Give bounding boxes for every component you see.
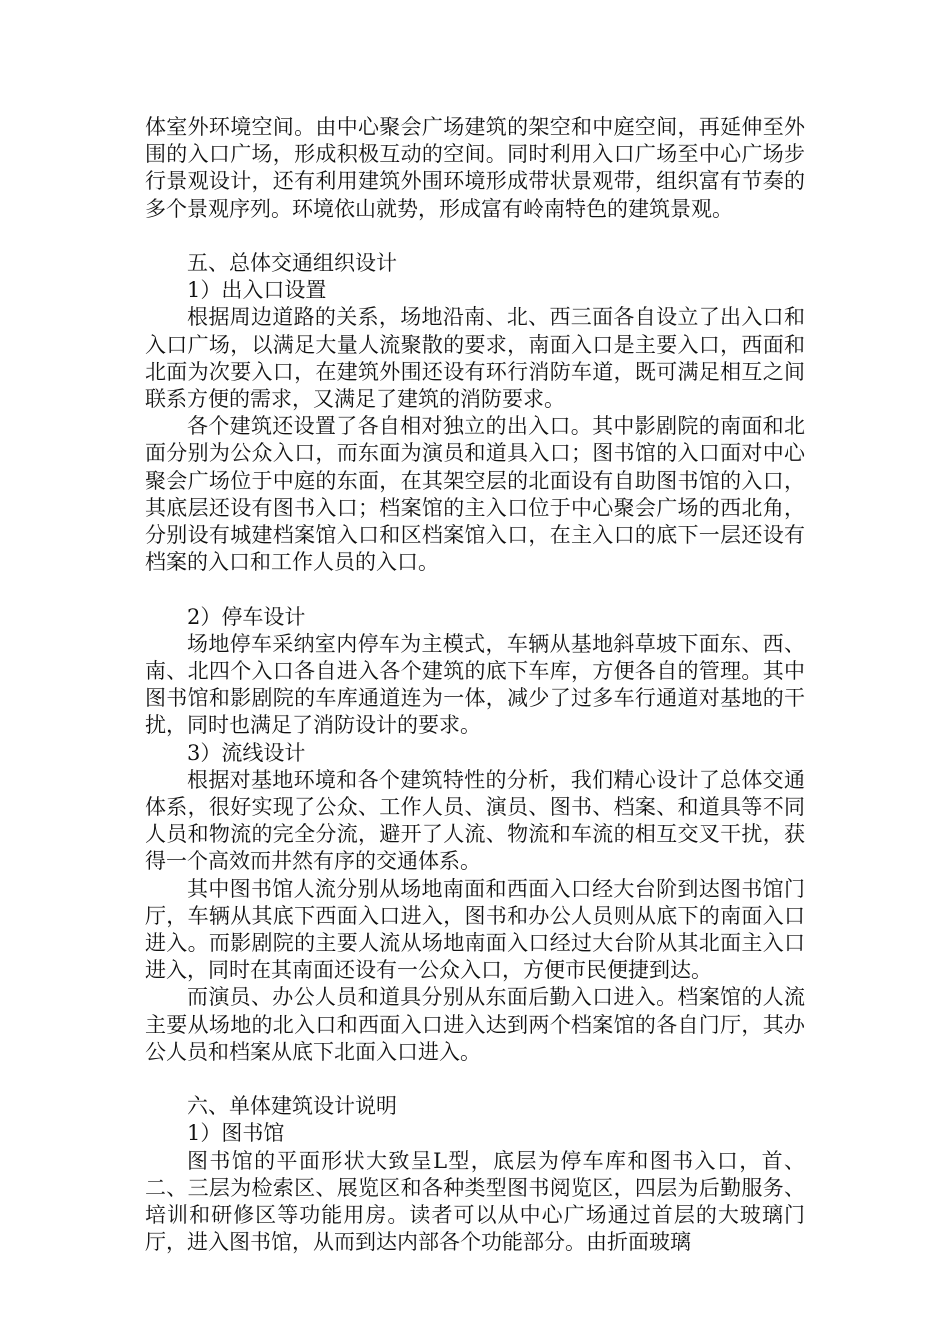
document-page	[145, 114, 805, 1256]
intro-paragraph: 体室外环境空间。由中心聚会广场建筑的架空和中庭空间，再延伸至外围的入口广场，形成积极互动的空间。同时利用入口广场至中心广场步行景观设计，还有利用建筑外围环境形成带状景观带，组织富有节奏的多个景观序列。环境依山就势，形成富有岭南特色的建筑景观。	[145, 115, 805, 221]
flow-paragraph-2: 其中图书馆人流分别从场地南面和西面入口经大台阶到达图书馆门厅，车辆从其底下西面入口进入，图书和办公人员则从底下的南面入口进入。而影剧院的主要人流从场地南面入口经过大台阶从其北面主入口进入，同时在其南面还设有一公众入口，方便市民便捷到达。	[145, 876, 805, 983]
blank-line	[145, 1066, 805, 1093]
entrance-paragraph-1: 根据周边道路的关系，场地沿南、北、西三面各自设立了出入口和入口广场，以满足大量人流聚散的要求，南面入口是主要入口，西面和北面为次要入口，在建筑外围还设有环行消防车道，既可满足相互之间联系方便的需求，又满足了建筑的消防要求。	[145, 305, 805, 412]
entrance-paragraph-2: 各个建筑还设置了各自相对独立的出入口。其中影剧院的南面和北面分别为公众入口，而东面为演员和道具入口；图书馆的入口面对中心聚会广场位于中庭的东面，在其架空层的北面设有自助图书馆的入口，其底层还设有图书入口；档案馆的主入口位于中心聚会广场的西北角，分别设有城建档案馆入口和区档案馆入口，在主入口的底下一层还设有档案的入口和工作人员的入口。	[145, 414, 805, 575]
flow-paragraph-3: 而演员、办公人员和道具分别从东面后勤入口进入。档案馆的人流主要从场地的北入口和西面入口进入达到两个档案馆的各自门厅，其办公人员和档案从底下北面入口进入。	[145, 985, 805, 1064]
library-subheading: 1）图书馆	[187, 1121, 285, 1146]
entrance-subheading: 1）出入口设置	[187, 278, 327, 303]
section-6-heading: 六、单体建筑设计说明	[187, 1094, 397, 1119]
blank-line	[145, 576, 805, 603]
library-paragraph: 图书馆的平面形状大致呈L型，底层为停车库和图书入口，首、二、三层为检索区、展览区和各种类型图书阅览区，四层为后勤服务、培训和研修区等功能用房。读者可以从中心广场通过首层的大玻璃门厅，进入图书馆，从而到达内部各个功能部分。由折面玻璃	[145, 1148, 805, 1255]
parking-subheading: 2）停车设计	[187, 604, 306, 629]
parking-paragraph: 场地停车采纳室内停车为主模式，车辆从基地斜草坡下面东、西、南、北四个入口各自进入各个建筑的底下车库，方便各自的管理。其中图书馆和影剧院的车库通道连为一体，减少了过多车行通道对基地的干扰，同时也满足了消防设计的要求。	[145, 631, 805, 738]
flow-paragraph-1: 根据对基地环境和各个建筑特性的分析，我们精心设计了总体交通体系，很好实现了公众、工作人员、演员、图书、档案、和道具等不同人员和物流的完全分流，避开了人流、物流和车流的相互交叉干扰，获得一个高效而井然有序的交通体系。	[145, 767, 805, 874]
flow-subheading: 3）流线设计	[187, 740, 306, 765]
section-5-heading: 五、总体交通组织设计	[187, 251, 397, 275]
blank-line	[145, 223, 805, 250]
